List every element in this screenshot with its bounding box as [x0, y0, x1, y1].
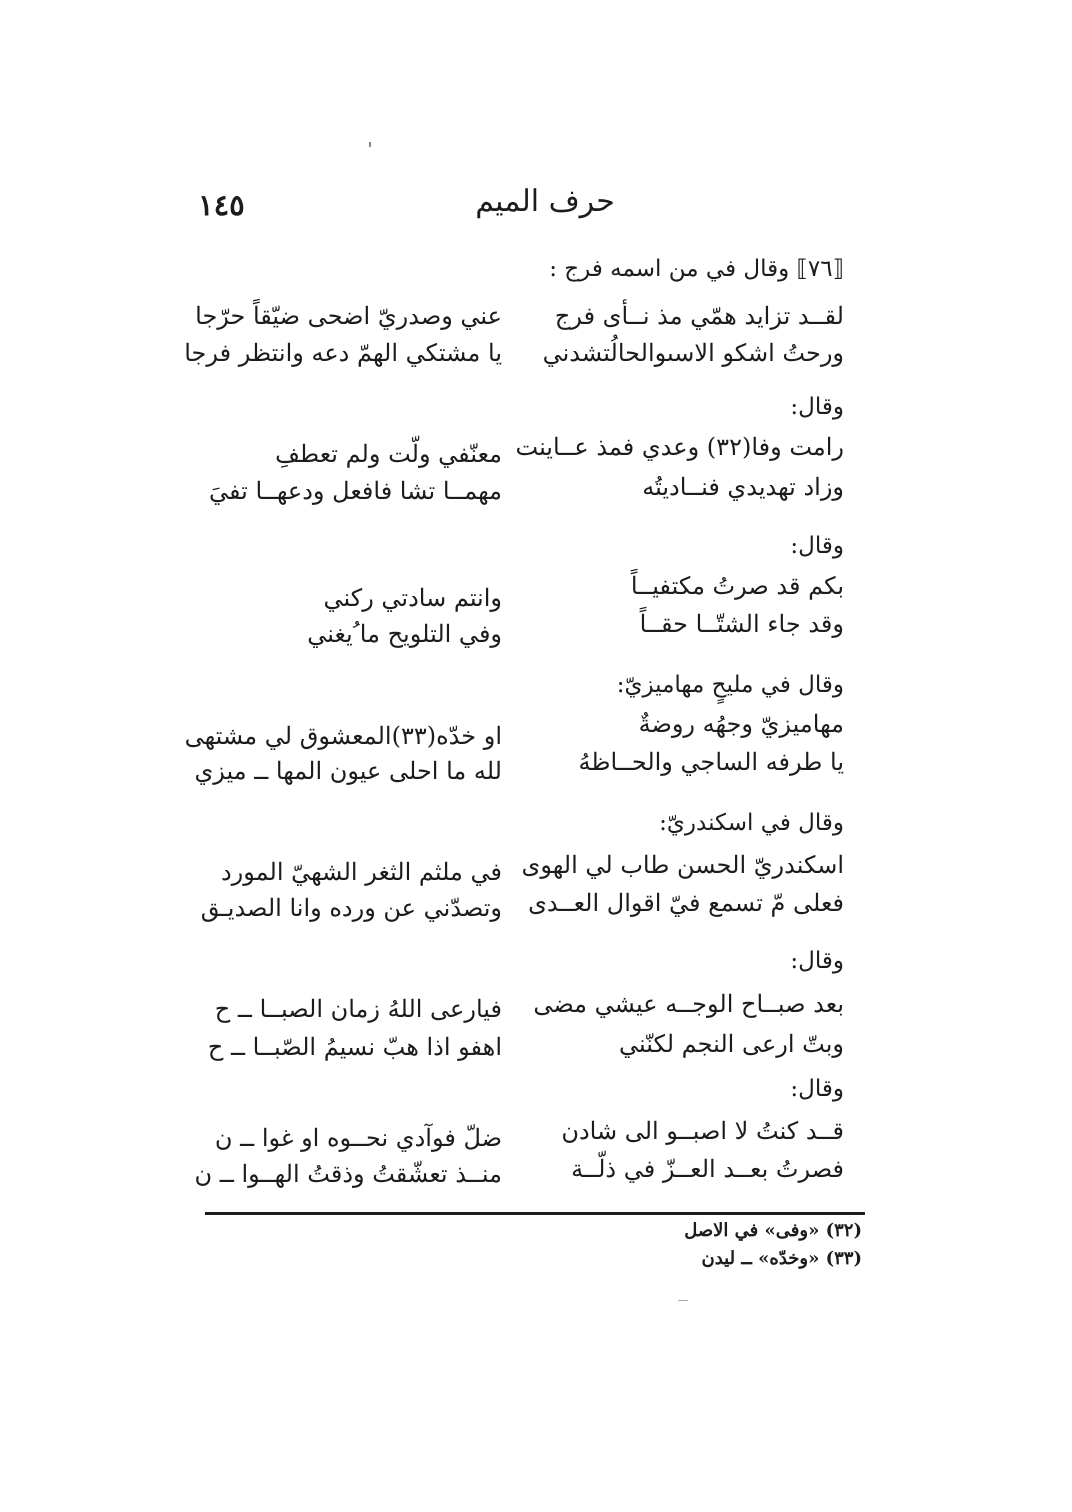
footnote: (٣٣) «وخدّه» ــ ليدن — [701, 1248, 862, 1269]
page-number: ١٤٥ — [198, 188, 245, 222]
verse-second-hemistich: وانتم سادتي ركني — [323, 584, 502, 612]
verse-second-hemistich: او خدّه(٣٣)المعشوق لي مشتهى — [184, 722, 502, 750]
section-intro: وقال: — [790, 948, 844, 974]
footnote-divider — [205, 1212, 865, 1215]
verse-second-hemistich: وتصدّني عن ورده وانا الصديـق — [200, 894, 502, 922]
verse-first-hemistich: مهاميزيّ وجهُه روضةٌ — [638, 710, 844, 738]
verse-first-hemistich: بكم قد صرتُ مكتفيــاً — [630, 572, 844, 600]
verse-first-hemistich: قــد كنتُ لا اصبــو الى شادن — [561, 1117, 844, 1145]
section-intro: وقال: — [790, 394, 844, 420]
verse-first-hemistich: وزاد تهديدي فنــاديتُه — [642, 473, 844, 501]
verse-second-hemistich: مهمــا تشا فافعل ودعهــا تفيَ — [209, 477, 502, 505]
footnote: (٣٢) «وفى» في الاصل — [684, 1220, 862, 1241]
verse-first-hemistich: وقد جاء الشتّــا حقــاً — [639, 610, 844, 638]
verse-second-hemistich: لله ما احلى عيون المها ــ ميزي — [194, 757, 502, 785]
verse-first-hemistich: رامت وفا(٣٢) وعدي فمذ عــاينت — [515, 433, 844, 461]
verse-second-hemistich: ضلّ فوآدي نحــوه او غوا ــ ن — [214, 1124, 502, 1152]
section-intro: وقال في اسكندريّ: — [659, 810, 844, 836]
verse-first-hemistich: لقــد تزايد همّي مذ نــأى فرج — [554, 302, 844, 330]
verse-first-hemistich: وبتّ ارعى النجم لكنّني — [618, 1030, 844, 1058]
verse-second-hemistich: في ملثم الثغر الشهيّ المورد — [220, 858, 502, 886]
verse-first-hemistich: اسكندريّ الحسن طاب لي الهوى — [521, 851, 844, 879]
running-title: حرف الميم — [475, 184, 615, 219]
verse-first-hemistich: بعد صبــاح الوجــه عيشي مضى — [533, 990, 844, 1018]
section-intro: وقال في مليحٍ مهاميزيّ: — [616, 672, 844, 698]
verse-first-hemistich: فصرتُ بعــد العــزّ في ذلّــة — [571, 1155, 844, 1183]
verse-second-hemistich: عني وصدريّ اضحى ضيّقاً حرّجا — [195, 302, 502, 330]
verse-second-hemistich: يا مشتكي الهمّ دعه وانتظر فرجا — [184, 339, 502, 367]
verse-first-hemistich: ورحتُ اشكو الاسىوالحالُتشدني — [542, 339, 844, 367]
section-intro: وقال: — [790, 1076, 844, 1102]
section-intro: وقال: — [790, 533, 844, 559]
verse-first-hemistich: يا طرفه الساجي والحــاظهُ — [578, 748, 844, 776]
verse-second-hemistich: فيارعى اللهُ زمان الصبــا ــ ح — [214, 995, 502, 1023]
verse-second-hemistich: منــذ تعشّقتُ وذقتُ الهــوا ــ ن — [194, 1160, 502, 1188]
verse-first-hemistich: فعلى مّ تسمع فيّ اقوال العــدى — [528, 889, 844, 917]
verse-second-hemistich: اهفو اذا هبّ نسيمُ الصّبــا ــ ح — [207, 1033, 502, 1061]
verse-second-hemistich: معنّفي ولّت ولم تعطفِ — [275, 440, 502, 468]
print-speck — [678, 1300, 688, 1301]
verse-second-hemistich: وفي التلويح ما ُيغني — [307, 620, 502, 648]
print-speck — [369, 142, 371, 147]
section-intro: ⟦٧٦⟧ وقال في من اسمه فرج : — [549, 256, 844, 282]
